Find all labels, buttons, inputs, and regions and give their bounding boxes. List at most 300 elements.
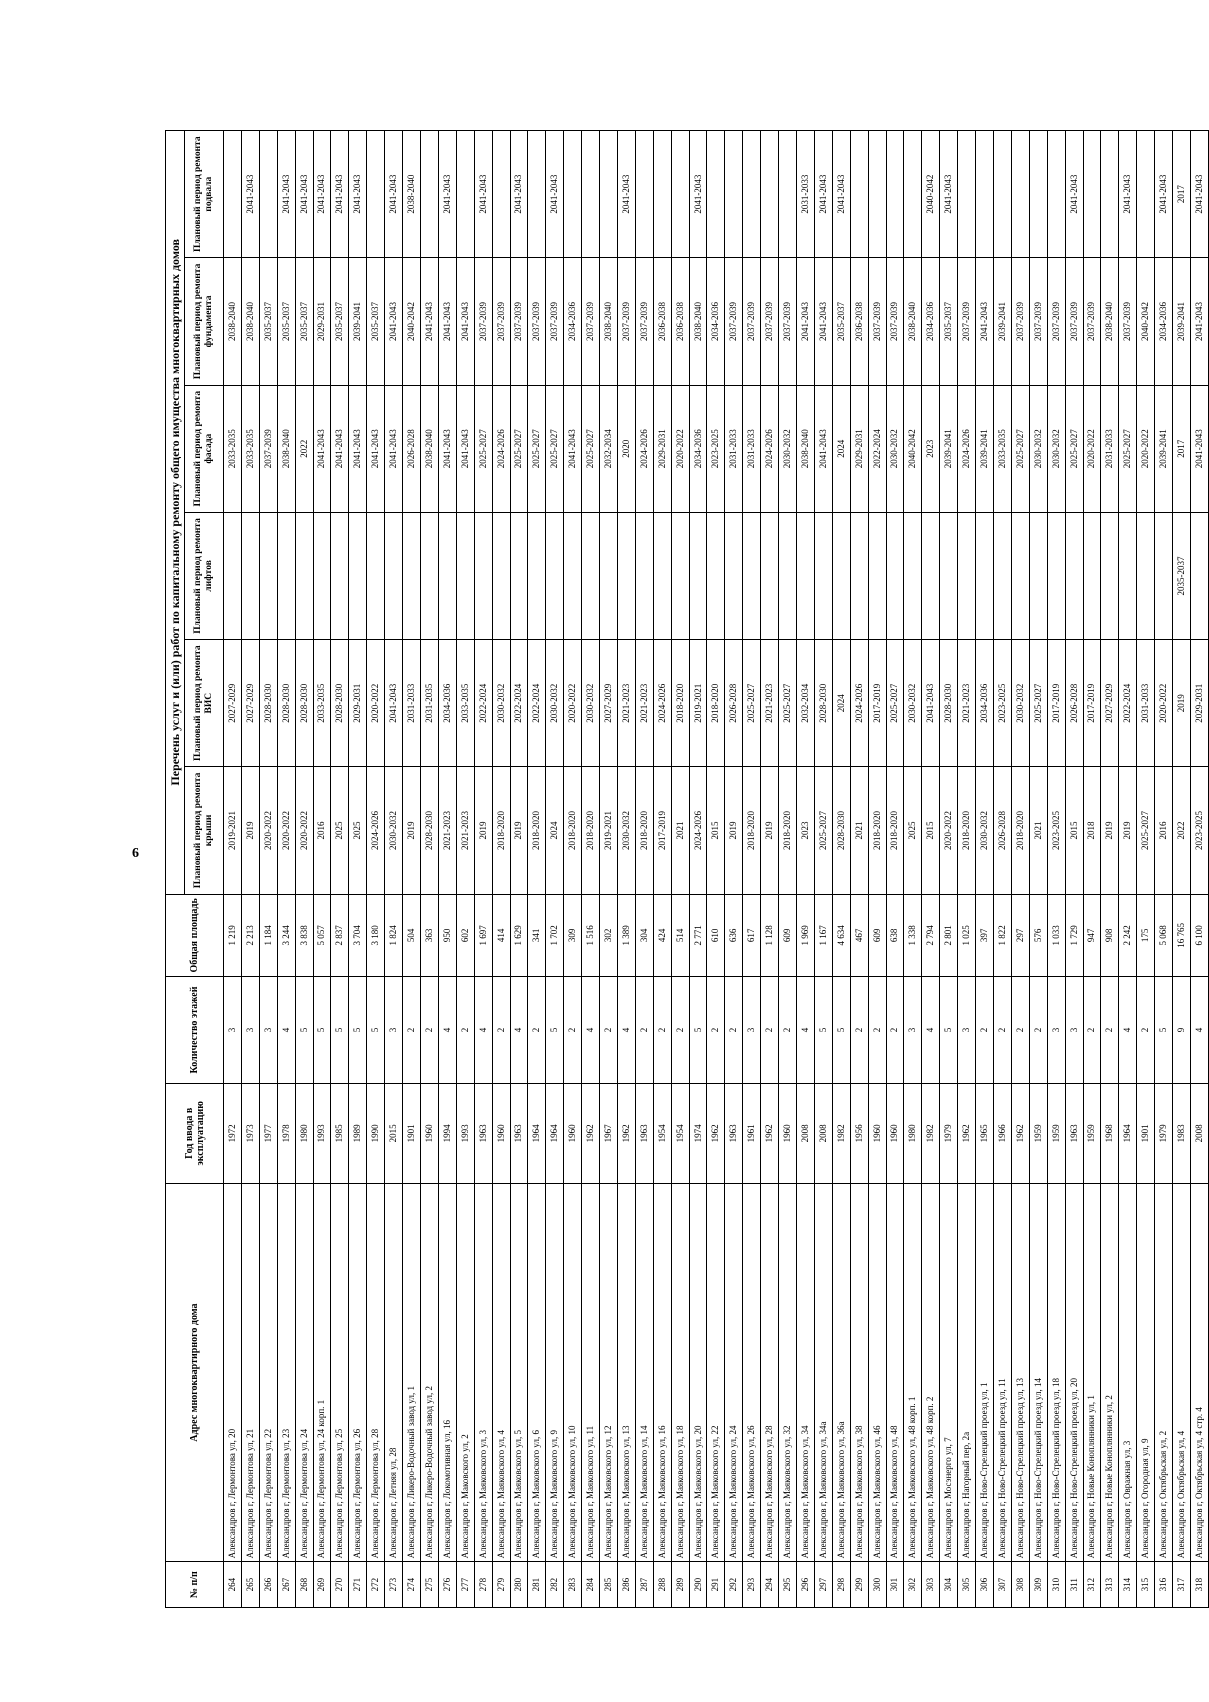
cell-foundation: 2035-2037 xyxy=(277,258,295,385)
table-row xyxy=(546,131,564,1608)
cell-lifts xyxy=(224,512,242,639)
cell-area: 950 xyxy=(438,894,456,977)
cell-floors: 2 xyxy=(1137,977,1155,1084)
cell-vis: 2019 xyxy=(1173,640,1191,767)
cell-facade: 2025-2027 xyxy=(1011,385,1029,512)
cell-facade: 2041-2043 xyxy=(385,385,403,512)
cell-num: 312 xyxy=(1083,1562,1101,1608)
cell-floors: 5 xyxy=(331,977,349,1084)
cell-roof: 2015 xyxy=(922,767,940,894)
cell-floors: 2 xyxy=(1029,977,1047,1084)
cell-year: 1980 xyxy=(904,1083,922,1183)
cell-vis: 2028-2030 xyxy=(331,640,349,767)
cell-num: 300 xyxy=(868,1562,886,1608)
header-num: № п/п xyxy=(166,1562,224,1608)
cell-foundation: 2039-2041 xyxy=(993,258,1011,385)
header-services-group: Перечень услуг и (или) работ по капитальному ремонту общего имущества многоквартирных домов xyxy=(166,131,185,895)
cell-area: 1 702 xyxy=(546,894,564,977)
cell-lifts xyxy=(707,512,725,639)
cell-area: 908 xyxy=(1101,894,1119,977)
cell-year: 1963 xyxy=(474,1083,492,1183)
cell-facade: 2025-2027 xyxy=(474,385,492,512)
cell-basement xyxy=(635,131,653,258)
table-row xyxy=(349,131,367,1608)
cell-vis: 2029-2031 xyxy=(349,640,367,767)
cell-floors: 3 xyxy=(958,977,976,1084)
cell-year: 1962 xyxy=(761,1083,779,1183)
cell-facade: 2041-2043 xyxy=(313,385,331,512)
cell-lifts xyxy=(528,512,546,639)
cell-facade: 2025-2027 xyxy=(546,385,564,512)
cell-floors: 2 xyxy=(420,977,438,1084)
table-row xyxy=(886,131,904,1608)
cell-num: 276 xyxy=(438,1562,456,1608)
cell-facade: 2032-2034 xyxy=(600,385,618,512)
cell-basement: 2041-2043 xyxy=(1119,131,1137,258)
cell-foundation: 2036-2038 xyxy=(653,258,671,385)
cell-area: 3 838 xyxy=(295,894,313,977)
cell-area: 4 634 xyxy=(832,894,850,977)
cell-roof: 2020-2022 xyxy=(940,767,958,894)
cell-foundation: 2039-2041 xyxy=(1173,258,1191,385)
cell-facade: 2033-2035 xyxy=(241,385,259,512)
cell-num: 298 xyxy=(832,1562,850,1608)
cell-vis: 2017-2019 xyxy=(1047,640,1065,767)
cell-vis: 2021-2023 xyxy=(617,640,635,767)
table-row xyxy=(313,131,331,1608)
cell-roof: 2018-2020 xyxy=(528,767,546,894)
cell-floors: 5 xyxy=(313,977,331,1084)
cell-lifts xyxy=(546,512,564,639)
cell-roof: 2025 xyxy=(349,767,367,894)
cell-floors: 2 xyxy=(850,977,868,1084)
table-row xyxy=(850,131,868,1608)
cell-floors: 2 xyxy=(492,977,510,1084)
table-row xyxy=(564,131,582,1608)
cell-year: 1959 xyxy=(1029,1083,1047,1183)
cell-lifts xyxy=(241,512,259,639)
cell-basement: 2041-2043 xyxy=(277,131,295,258)
cell-num: 277 xyxy=(456,1562,474,1608)
header-vis: Плановый период ремонта ВИС xyxy=(185,640,224,767)
cell-area: 341 xyxy=(528,894,546,977)
cell-foundation: 2039-2041 xyxy=(349,258,367,385)
cell-roof: 2019 xyxy=(403,767,421,894)
cell-floors: 3 xyxy=(904,977,922,1084)
cell-basement: 2031-2033 xyxy=(797,131,815,258)
table-row xyxy=(797,131,815,1608)
cell-lifts xyxy=(1011,512,1029,639)
cell-floors: 3 xyxy=(259,977,277,1084)
cell-address: Александров г, Овражная ул, 3 xyxy=(1119,1183,1137,1561)
cell-roof: 2019 xyxy=(474,767,492,894)
cell-num: 278 xyxy=(474,1562,492,1608)
table-row xyxy=(277,131,295,1608)
cell-area: 175 xyxy=(1137,894,1155,977)
cell-lifts xyxy=(904,512,922,639)
cell-floors: 4 xyxy=(277,977,295,1084)
cell-year: 1962 xyxy=(707,1083,725,1183)
cell-foundation: 2040-2042 xyxy=(1137,258,1155,385)
cell-vis: 2025-2027 xyxy=(1029,640,1047,767)
table-row xyxy=(438,131,456,1608)
capital-repair-table xyxy=(165,130,1209,1608)
table-row xyxy=(976,131,994,1608)
cell-foundation: 2041-2043 xyxy=(385,258,403,385)
cell-address: Александров г, Маяковского ул, 20 xyxy=(689,1183,707,1561)
cell-area: 5 057 xyxy=(313,894,331,977)
cell-basement xyxy=(224,131,242,258)
cell-address: Александров г, Новые Коноплянники ул, 2 xyxy=(1101,1183,1119,1561)
cell-facade: 2029-2031 xyxy=(653,385,671,512)
cell-roof: 2025 xyxy=(904,767,922,894)
cell-year: 1960 xyxy=(492,1083,510,1183)
cell-lifts xyxy=(456,512,474,639)
table-row xyxy=(295,131,313,1608)
cell-facade: 2026-2028 xyxy=(403,385,421,512)
cell-foundation: 2037-2039 xyxy=(886,258,904,385)
cell-basement: 2041-2043 xyxy=(349,131,367,258)
cell-num: 284 xyxy=(582,1562,600,1608)
table-row xyxy=(689,131,707,1608)
cell-vis: 2024-2026 xyxy=(653,640,671,767)
cell-basement xyxy=(958,131,976,258)
cell-vis: 2020-2022 xyxy=(564,640,582,767)
cell-lifts xyxy=(1083,512,1101,639)
cell-floors: 5 xyxy=(832,977,850,1084)
cell-num: 281 xyxy=(528,1562,546,1608)
table-row xyxy=(1173,131,1191,1608)
cell-vis: 2025-2027 xyxy=(886,640,904,767)
cell-foundation: 2041-2043 xyxy=(976,258,994,385)
cell-num: 306 xyxy=(976,1562,994,1608)
table-row xyxy=(474,131,492,1608)
cell-num: 269 xyxy=(313,1562,331,1608)
cell-roof: 2020-2022 xyxy=(295,767,313,894)
cell-area: 1 516 xyxy=(582,894,600,977)
cell-year: 1979 xyxy=(940,1083,958,1183)
cell-lifts: 2035-2037 xyxy=(1173,512,1191,639)
cell-lifts xyxy=(564,512,582,639)
cell-area: 1 389 xyxy=(617,894,635,977)
cell-floors: 4 xyxy=(797,977,815,1084)
cell-roof: 2018-2020 xyxy=(582,767,600,894)
cell-address: Александров г, Октябрьская ул, 4 xyxy=(1173,1183,1191,1561)
cell-basement xyxy=(779,131,797,258)
cell-year: 2008 xyxy=(814,1083,832,1183)
cell-address: Александров г, Маяковского ул, 9 xyxy=(546,1183,564,1561)
cell-year: 1993 xyxy=(456,1083,474,1183)
cell-vis: 2027-2029 xyxy=(1101,640,1119,767)
cell-facade: 2041-2043 xyxy=(438,385,456,512)
cell-year: 1960 xyxy=(886,1083,904,1183)
cell-foundation: 2038-2040 xyxy=(600,258,618,385)
cell-basement xyxy=(976,131,994,258)
cell-lifts xyxy=(635,512,653,639)
cell-year: 1979 xyxy=(1155,1083,1173,1183)
cell-basement: 2041-2043 xyxy=(313,131,331,258)
cell-roof: 2023-2025 xyxy=(1190,767,1208,894)
cell-lifts xyxy=(940,512,958,639)
cell-roof: 2018-2020 xyxy=(868,767,886,894)
cell-address: Александров г, Маяковского ул, 48 xyxy=(886,1183,904,1561)
cell-num: 304 xyxy=(940,1562,958,1608)
cell-foundation: 2037-2039 xyxy=(528,258,546,385)
cell-roof: 2016 xyxy=(1155,767,1173,894)
cell-floors: 5 xyxy=(546,977,564,1084)
cell-address: Александров г, Маяковского ул, 24 xyxy=(725,1183,743,1561)
cell-year: 1962 xyxy=(958,1083,976,1183)
table-row xyxy=(1083,131,1101,1608)
cell-area: 617 xyxy=(743,894,761,977)
cell-facade: 2020-2022 xyxy=(1083,385,1101,512)
cell-lifts xyxy=(653,512,671,639)
cell-num: 283 xyxy=(564,1562,582,1608)
cell-lifts xyxy=(438,512,456,639)
cell-foundation: 2034-2036 xyxy=(564,258,582,385)
cell-basement: 2041-2043 xyxy=(474,131,492,258)
cell-vis: 2031-2033 xyxy=(1137,640,1155,767)
cell-num: 291 xyxy=(707,1562,725,1608)
cell-basement xyxy=(259,131,277,258)
cell-address: Александров г, Октябрьская ул, 2 xyxy=(1155,1183,1173,1561)
cell-vis: 2041-2043 xyxy=(385,640,403,767)
cell-basement xyxy=(1083,131,1101,258)
cell-area: 609 xyxy=(779,894,797,977)
cell-roof: 2026-2028 xyxy=(993,767,1011,894)
cell-num: 317 xyxy=(1173,1562,1191,1608)
cell-basement: 2041-2043 xyxy=(385,131,403,258)
table-row xyxy=(725,131,743,1608)
cell-vis: 2024-2026 xyxy=(850,640,868,767)
table-row xyxy=(510,131,528,1608)
cell-facade: 2025-2027 xyxy=(1065,385,1083,512)
cell-foundation: 2037-2039 xyxy=(1119,258,1137,385)
cell-vis: 2034-2036 xyxy=(976,640,994,767)
cell-lifts xyxy=(492,512,510,639)
cell-num: 297 xyxy=(814,1562,832,1608)
cell-floors: 2 xyxy=(725,977,743,1084)
cell-basement xyxy=(993,131,1011,258)
cell-vis: 2021-2023 xyxy=(635,640,653,767)
cell-num: 271 xyxy=(349,1562,367,1608)
cell-facade: 2033-2035 xyxy=(993,385,1011,512)
cell-address: Александров г, Лермонтова ул, 25 xyxy=(331,1183,349,1561)
cell-num: 295 xyxy=(779,1562,797,1608)
cell-floors: 2 xyxy=(528,977,546,1084)
cell-year: 1963 xyxy=(725,1083,743,1183)
cell-address: Александров г, Маяковского ул, 22 xyxy=(707,1183,725,1561)
cell-facade: 2041-2043 xyxy=(331,385,349,512)
cell-basement: 2041-2043 xyxy=(617,131,635,258)
cell-year: 1964 xyxy=(546,1083,564,1183)
cell-year: 1982 xyxy=(922,1083,940,1183)
cell-lifts xyxy=(671,512,689,639)
cell-address: Александров г, Маяковского ул, 18 xyxy=(671,1183,689,1561)
cell-floors: 2 xyxy=(653,977,671,1084)
cell-address: Александров г, Маяковского ул, 6 xyxy=(528,1183,546,1561)
cell-area: 2 242 xyxy=(1119,894,1137,977)
cell-vis: 2017-2019 xyxy=(1083,640,1101,767)
cell-address: Александров г, Ново-Стрелецкий проезд ул, 14 xyxy=(1029,1183,1047,1561)
cell-foundation: 2037-2039 xyxy=(1065,258,1083,385)
cell-basement: 2041-2043 xyxy=(1155,131,1173,258)
cell-lifts xyxy=(993,512,1011,639)
cell-facade: 2031-2033 xyxy=(725,385,743,512)
cell-roof: 2018 xyxy=(1083,767,1101,894)
cell-num: 272 xyxy=(367,1562,385,1608)
cell-lifts xyxy=(814,512,832,639)
cell-foundation: 2035-2037 xyxy=(832,258,850,385)
cell-floors: 4 xyxy=(922,977,940,1084)
cell-num: 307 xyxy=(993,1562,1011,1608)
cell-basement xyxy=(420,131,438,258)
cell-foundation: 2038-2040 xyxy=(1101,258,1119,385)
cell-roof: 2019-2021 xyxy=(224,767,242,894)
cell-lifts xyxy=(1101,512,1119,639)
cell-area: 2 837 xyxy=(331,894,349,977)
cell-lifts xyxy=(331,512,349,639)
cell-address: Александров г, Лермонтова ул, 20 xyxy=(224,1183,242,1561)
cell-year: 1965 xyxy=(976,1083,994,1183)
cell-num: 316 xyxy=(1155,1562,1173,1608)
cell-basement xyxy=(1137,131,1155,258)
table-row xyxy=(1011,131,1029,1608)
cell-foundation: 2037-2039 xyxy=(546,258,564,385)
cell-floors: 2 xyxy=(1083,977,1101,1084)
cell-facade: 2041-2043 xyxy=(349,385,367,512)
cell-foundation: 2041-2043 xyxy=(456,258,474,385)
cell-foundation: 2041-2043 xyxy=(797,258,815,385)
cell-roof: 2023-2025 xyxy=(1047,767,1065,894)
cell-year: 1960 xyxy=(779,1083,797,1183)
cell-vis: 2025-2027 xyxy=(743,640,761,767)
cell-area: 467 xyxy=(850,894,868,977)
cell-roof: 2024-2026 xyxy=(689,767,707,894)
cell-basement xyxy=(761,131,779,258)
cell-address: Александров г, Новые Коноплянники ул, 1 xyxy=(1083,1183,1101,1561)
cell-year: 1983 xyxy=(1173,1083,1191,1183)
table-row xyxy=(671,131,689,1608)
table-row xyxy=(1190,131,1208,1608)
cell-floors: 2 xyxy=(779,977,797,1084)
cell-lifts xyxy=(617,512,635,639)
cell-floors: 2 xyxy=(1011,977,1029,1084)
cell-area: 514 xyxy=(671,894,689,977)
cell-facade: 2030-2032 xyxy=(1029,385,1047,512)
cell-facade: 2022-2024 xyxy=(868,385,886,512)
table-row xyxy=(617,131,635,1608)
cell-year: 1966 xyxy=(993,1083,1011,1183)
cell-floors: 2 xyxy=(886,977,904,1084)
cell-area: 309 xyxy=(564,894,582,977)
cell-num: 315 xyxy=(1137,1562,1155,1608)
header-year: Год ввода в эксплуатацию xyxy=(166,1083,224,1183)
cell-floors: 2 xyxy=(564,977,582,1084)
cell-foundation: 2035-2037 xyxy=(259,258,277,385)
table-row xyxy=(1119,131,1137,1608)
cell-foundation: 2037-2039 xyxy=(1029,258,1047,385)
cell-year: 2008 xyxy=(1190,1083,1208,1183)
cell-roof: 2018-2020 xyxy=(886,767,904,894)
cell-roof: 2020-2022 xyxy=(277,767,295,894)
cell-year: 1964 xyxy=(1119,1083,1137,1183)
cell-foundation: 2034-2036 xyxy=(707,258,725,385)
cell-floors: 3 xyxy=(385,977,403,1084)
cell-basement: 2041-2043 xyxy=(438,131,456,258)
cell-foundation: 2041-2043 xyxy=(814,258,832,385)
cell-vis: 2028-2030 xyxy=(259,640,277,767)
cell-floors: 4 xyxy=(582,977,600,1084)
cell-address: Александров г, Маяковского ул, 16 xyxy=(653,1183,671,1561)
cell-lifts xyxy=(600,512,618,639)
cell-lifts xyxy=(976,512,994,639)
cell-basement: 2041-2043 xyxy=(546,131,564,258)
cell-num: 310 xyxy=(1047,1562,1065,1608)
cell-floors: 2 xyxy=(1101,977,1119,1084)
cell-year: 2008 xyxy=(797,1083,815,1183)
cell-floors: 3 xyxy=(743,977,761,1084)
table-row xyxy=(993,131,1011,1608)
table-row xyxy=(761,131,779,1608)
cell-vis: 2021-2023 xyxy=(761,640,779,767)
cell-foundation: 2035-2037 xyxy=(367,258,385,385)
cell-basement xyxy=(456,131,474,258)
cell-address: Александров г, Маяковского ул, 36а xyxy=(832,1183,850,1561)
table-row xyxy=(241,131,259,1608)
cell-area: 2 794 xyxy=(922,894,940,977)
cell-area: 6 100 xyxy=(1190,894,1208,977)
cell-floors: 2 xyxy=(600,977,618,1084)
cell-year: 1954 xyxy=(671,1083,689,1183)
cell-year: 1974 xyxy=(689,1083,707,1183)
cell-num: 268 xyxy=(295,1562,313,1608)
cell-foundation: 2035-2037 xyxy=(331,258,349,385)
cell-lifts xyxy=(689,512,707,639)
cell-vis: 2030-2032 xyxy=(582,640,600,767)
cell-basement xyxy=(1047,131,1065,258)
cell-year: 1901 xyxy=(1137,1083,1155,1183)
cell-foundation: 2037-2039 xyxy=(761,258,779,385)
cell-area: 1 822 xyxy=(993,894,1011,977)
table-row xyxy=(331,131,349,1608)
cell-floors: 4 xyxy=(438,977,456,1084)
cell-area: 16 765 xyxy=(1173,894,1191,977)
cell-floors: 2 xyxy=(456,977,474,1084)
cell-roof: 2015 xyxy=(1065,767,1083,894)
cell-year: 1960 xyxy=(868,1083,886,1183)
cell-vis: 2041-2043 xyxy=(922,640,940,767)
cell-facade: 2017 xyxy=(1173,385,1191,512)
cell-area: 363 xyxy=(420,894,438,977)
cell-basement xyxy=(671,131,689,258)
cell-lifts xyxy=(259,512,277,639)
cell-address: Александров г, Маяковского ул, 12 xyxy=(600,1183,618,1561)
cell-area: 424 xyxy=(653,894,671,977)
cell-num: 309 xyxy=(1029,1562,1047,1608)
cell-basement: 2041-2043 xyxy=(331,131,349,258)
cell-area: 1 025 xyxy=(958,894,976,977)
cell-num: 311 xyxy=(1065,1562,1083,1608)
cell-basement xyxy=(904,131,922,258)
cell-num: 292 xyxy=(725,1562,743,1608)
cell-area: 1 033 xyxy=(1047,894,1065,977)
cell-num: 301 xyxy=(886,1562,904,1608)
cell-foundation: 2041-2043 xyxy=(438,258,456,385)
cell-foundation: 2038-2040 xyxy=(904,258,922,385)
cell-address: Александров г, Маяковского ул, 5 xyxy=(510,1183,528,1561)
cell-area: 3 244 xyxy=(277,894,295,977)
